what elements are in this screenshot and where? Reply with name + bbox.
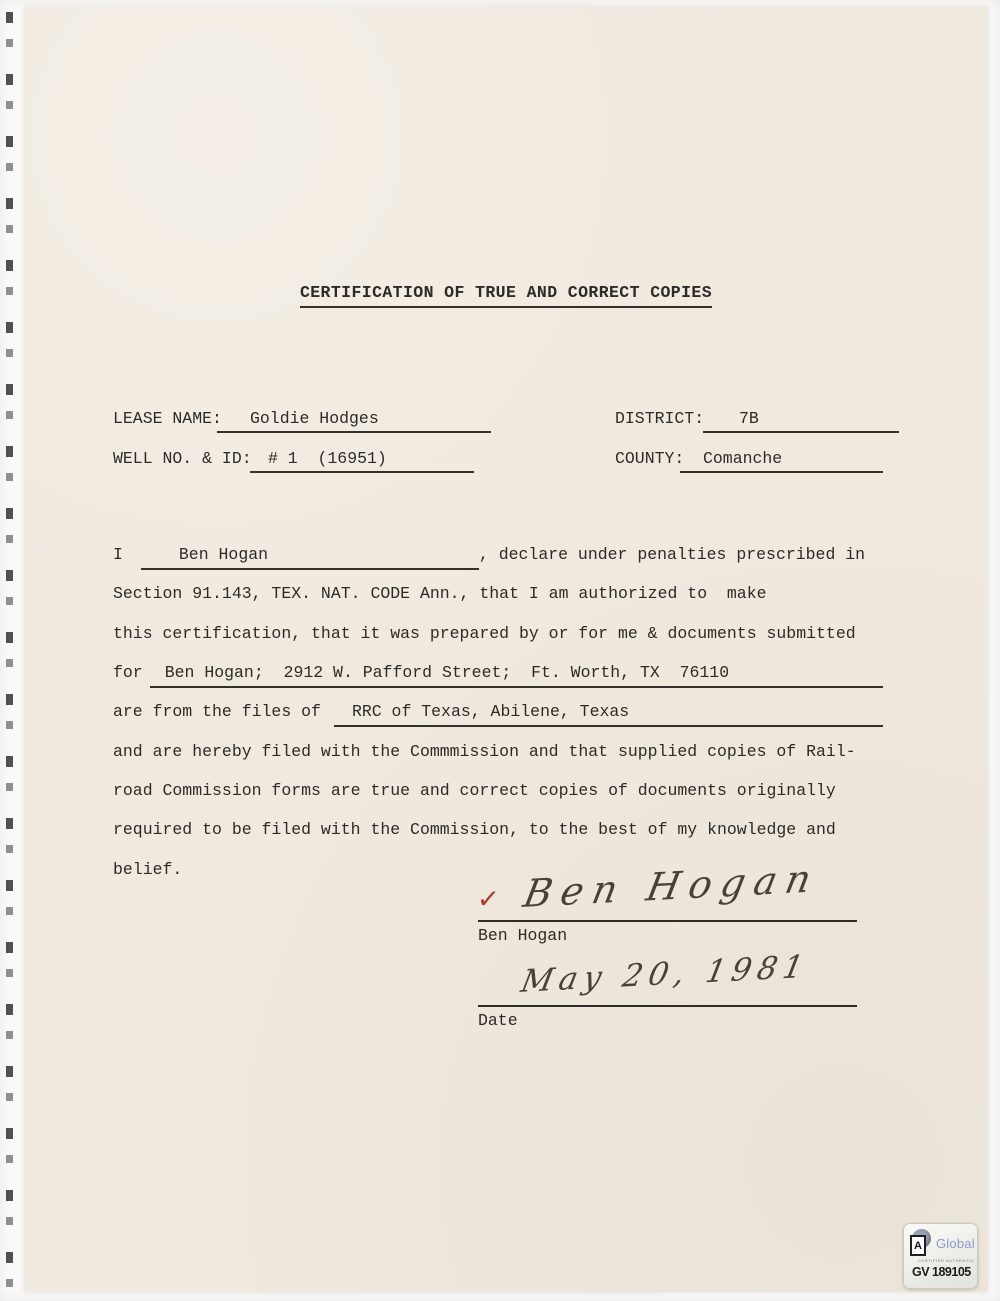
sticker-header bbox=[908, 1229, 973, 1257]
body-line-1-pre: I bbox=[113, 544, 123, 564]
title-row bbox=[24, 283, 988, 308]
page-title: CERTIFICATION OF TRUE AND CORRECT COPIES bbox=[300, 283, 712, 308]
body-line-5 bbox=[113, 697, 883, 727]
district-value: 7B bbox=[739, 408, 759, 428]
sticker-certified-text: CERTIFIED AUTHENTIC bbox=[918, 1258, 975, 1263]
body-line-5-pre: are from the files of bbox=[113, 701, 321, 721]
lease-name-label: LEASE NAME: bbox=[113, 408, 222, 428]
declarant-name-blank: Ben Hogan bbox=[141, 547, 479, 571]
body-line-8-text: required to be filed with the Commission, to the best of my knowledge and bbox=[113, 819, 836, 839]
lease-name-field bbox=[217, 400, 491, 433]
preparer-address-blank: Ben Hogan; 2912 W. Pafford Street; Ft. Worth, TX 76110 bbox=[150, 665, 883, 689]
body-line-3 bbox=[113, 619, 883, 649]
county-value: Comanche bbox=[703, 448, 783, 468]
lease-name-value: Goldie Hodges bbox=[250, 408, 379, 428]
ga-logo-letter: A bbox=[910, 1235, 926, 1256]
body-line-2 bbox=[113, 579, 883, 609]
body-line-9-text: belief. bbox=[113, 859, 183, 879]
handwritten-date: May 20, 1981 bbox=[518, 948, 813, 1000]
body-line-4-pre: for bbox=[113, 662, 143, 682]
files-source-blank: RRC of Texas, Abilene, Texas bbox=[334, 704, 883, 728]
district-label: DISTRICT: bbox=[615, 408, 705, 428]
body-line-2-text: Section 91.143, TEX. NAT. CODE Ann., that I am authorized to make bbox=[113, 583, 767, 603]
well-id-field bbox=[250, 440, 474, 473]
date-line bbox=[478, 1005, 857, 1007]
sticker-brand: Global bbox=[936, 1236, 975, 1251]
left-edge-perforation bbox=[6, 12, 13, 1292]
signature-line bbox=[478, 920, 857, 922]
body-line-3-text: this certification, that it was prepared by or for me & documents submitted bbox=[113, 623, 856, 643]
county-field bbox=[680, 440, 883, 473]
body-line-8 bbox=[113, 815, 883, 845]
date-label: Date bbox=[478, 1011, 518, 1030]
district-field bbox=[703, 400, 899, 433]
body-line-1-post: , declare under penalties prescribed in bbox=[478, 544, 866, 564]
checkmark-icon: ✓ bbox=[475, 883, 501, 916]
well-id-value: # 1 (16951) bbox=[268, 448, 387, 468]
ga-logo-icon bbox=[908, 1229, 934, 1257]
county-label: COUNTY: bbox=[615, 448, 685, 468]
body-line-6-text: and are hereby filed with the Commmission and that supplied copies of Rail- bbox=[113, 741, 856, 761]
body-line-6 bbox=[113, 737, 883, 767]
body-line-4 bbox=[113, 658, 883, 688]
typed-signer-name: Ben Hogan bbox=[478, 926, 568, 945]
authentication-sticker bbox=[903, 1223, 978, 1289]
well-id-label: WELL NO. & ID: bbox=[113, 448, 252, 468]
body-line-7-text: road Commission forms are true and correct copies of documents originally bbox=[113, 780, 836, 800]
handwritten-signature: Ben Hogan bbox=[520, 856, 824, 916]
paper-sheet bbox=[24, 7, 988, 1292]
body-line-1 bbox=[113, 540, 883, 570]
sticker-serial-number: GV 189105 bbox=[912, 1265, 971, 1279]
body-line-7 bbox=[113, 776, 883, 806]
